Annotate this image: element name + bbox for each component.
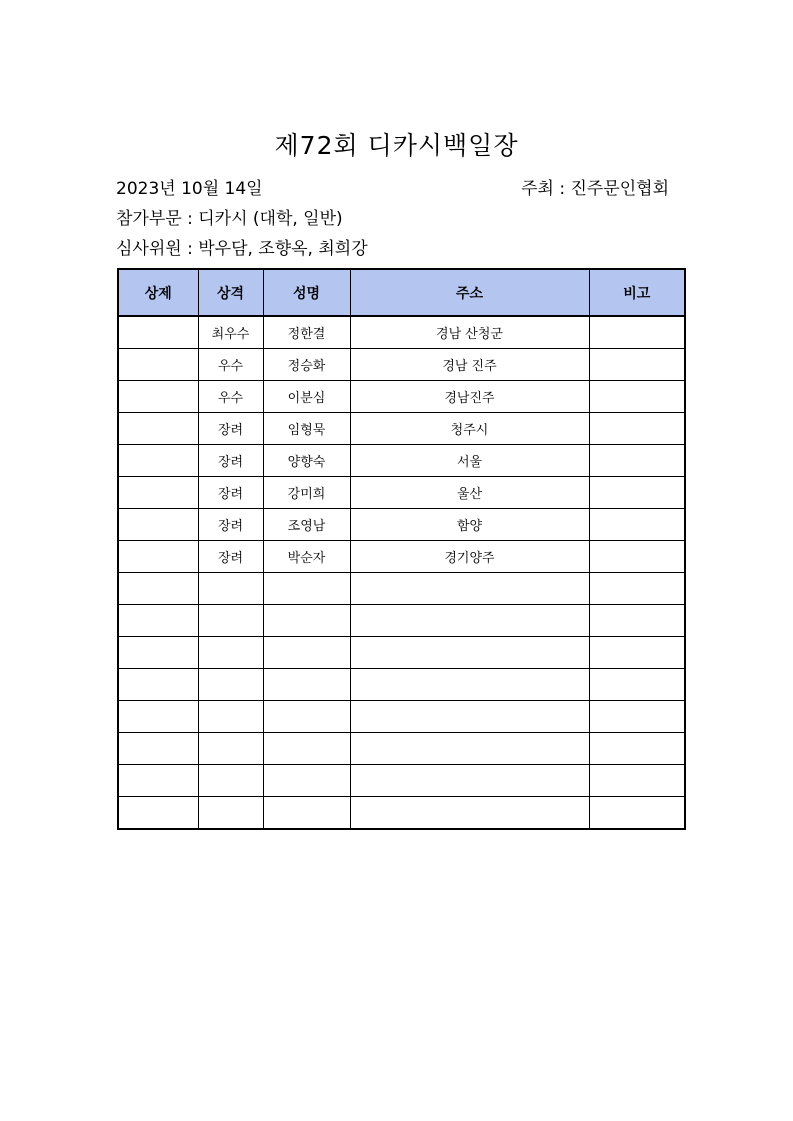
cell-award-rank: 장려 — [198, 445, 263, 477]
cell-award-rank: 장려 — [198, 413, 263, 445]
cell-name: 정승화 — [263, 349, 350, 381]
table-body — [118, 316, 685, 829]
table-row — [118, 573, 685, 605]
cell-award-title — [118, 316, 198, 349]
cell-award-title — [118, 605, 198, 637]
header-name: 성명 — [263, 269, 350, 316]
cell-name — [263, 573, 350, 605]
cell-remarks — [589, 413, 685, 445]
header-address: 주소 — [350, 269, 589, 316]
table-row — [118, 381, 685, 413]
cell-name: 임형묵 — [263, 413, 350, 445]
cell-award-title — [118, 797, 198, 830]
table-row — [118, 733, 685, 765]
cell-award-rank: 우수 — [198, 349, 263, 381]
cell-name — [263, 765, 350, 797]
cell-remarks — [589, 765, 685, 797]
table-row — [118, 413, 685, 445]
cell-name: 이분심 — [263, 381, 350, 413]
cell-award-rank: 최우수 — [198, 316, 263, 349]
cell-remarks — [589, 637, 685, 669]
cell-award-title — [118, 701, 198, 733]
cell-award-title — [118, 637, 198, 669]
cell-award-rank — [198, 733, 263, 765]
cell-name — [263, 733, 350, 765]
cell-award-title — [118, 413, 198, 445]
cell-award-rank: 장려 — [198, 509, 263, 541]
cell-name — [263, 637, 350, 669]
cell-award-title — [118, 477, 198, 509]
table-row — [118, 605, 685, 637]
table-row — [118, 637, 685, 669]
cell-award-rank: 장려 — [198, 477, 263, 509]
cell-award-rank — [198, 797, 263, 830]
cell-name: 양향숙 — [263, 445, 350, 477]
cell-address: 경남 진주 — [350, 349, 589, 381]
header-award-rank: 상격 — [198, 269, 263, 316]
cell-address — [350, 669, 589, 701]
cell-remarks — [589, 605, 685, 637]
table-row — [118, 701, 685, 733]
cell-remarks — [589, 541, 685, 573]
cell-award-title — [118, 669, 198, 701]
cell-remarks — [589, 797, 685, 830]
header-remarks: 비고 — [589, 269, 685, 316]
table-row — [118, 765, 685, 797]
cell-remarks — [589, 381, 685, 413]
cell-address — [350, 573, 589, 605]
cell-address: 경기양주 — [350, 541, 589, 573]
cell-award-title — [118, 381, 198, 413]
table-row — [118, 316, 685, 349]
cell-name — [263, 797, 350, 830]
table-row — [118, 349, 685, 381]
cell-remarks — [589, 701, 685, 733]
document-title: 제72회 디카시백일장 — [274, 131, 519, 160]
cell-award-title — [118, 541, 198, 573]
table-header-row — [118, 269, 685, 316]
cell-address: 청주시 — [350, 413, 589, 445]
cell-name: 강미희 — [263, 477, 350, 509]
cell-remarks — [589, 445, 685, 477]
entry-category: 참가부문 : 디카시 (대학, 일반) — [116, 209, 343, 229]
cell-remarks — [589, 669, 685, 701]
event-date: 2023년 10월 14일 — [116, 179, 263, 199]
cell-address — [350, 733, 589, 765]
table-row — [118, 669, 685, 701]
cell-award-rank — [198, 669, 263, 701]
event-host: 주최 : 진주문인협회 — [521, 179, 669, 199]
cell-address — [350, 637, 589, 669]
cell-award-title — [118, 445, 198, 477]
cell-award-title — [118, 349, 198, 381]
results-table — [117, 268, 686, 830]
cell-address — [350, 605, 589, 637]
cell-award-title — [118, 573, 198, 605]
cell-award-rank — [198, 765, 263, 797]
cell-award-rank — [198, 605, 263, 637]
cell-remarks — [589, 733, 685, 765]
cell-award-rank — [198, 701, 263, 733]
cell-name: 박순자 — [263, 541, 350, 573]
cell-award-title — [118, 765, 198, 797]
cell-address: 함양 — [350, 509, 589, 541]
cell-remarks — [589, 477, 685, 509]
cell-address — [350, 765, 589, 797]
cell-address — [350, 797, 589, 830]
table-row — [118, 509, 685, 541]
header-award-title: 상제 — [118, 269, 198, 316]
cell-name: 조영남 — [263, 509, 350, 541]
table-row — [118, 541, 685, 573]
table-row — [118, 477, 685, 509]
cell-award-rank — [198, 637, 263, 669]
judges-list: 심사위원 : 박우담, 조향옥, 최희강 — [116, 239, 368, 259]
cell-award-rank: 장려 — [198, 541, 263, 573]
table-row — [118, 797, 685, 830]
cell-award-title — [118, 733, 198, 765]
cell-remarks — [589, 316, 685, 349]
table-row — [118, 445, 685, 477]
cell-award-title — [118, 509, 198, 541]
cell-address — [350, 701, 589, 733]
cell-remarks — [589, 349, 685, 381]
cell-address: 경남 산청군 — [350, 316, 589, 349]
cell-address: 서울 — [350, 445, 589, 477]
cell-name — [263, 605, 350, 637]
cell-award-rank: 우수 — [198, 381, 263, 413]
cell-name — [263, 669, 350, 701]
cell-award-rank — [198, 573, 263, 605]
cell-remarks — [589, 509, 685, 541]
cell-name — [263, 701, 350, 733]
cell-address: 울산 — [350, 477, 589, 509]
cell-address: 경남진주 — [350, 381, 589, 413]
cell-name: 정한결 — [263, 316, 350, 349]
cell-remarks — [589, 573, 685, 605]
